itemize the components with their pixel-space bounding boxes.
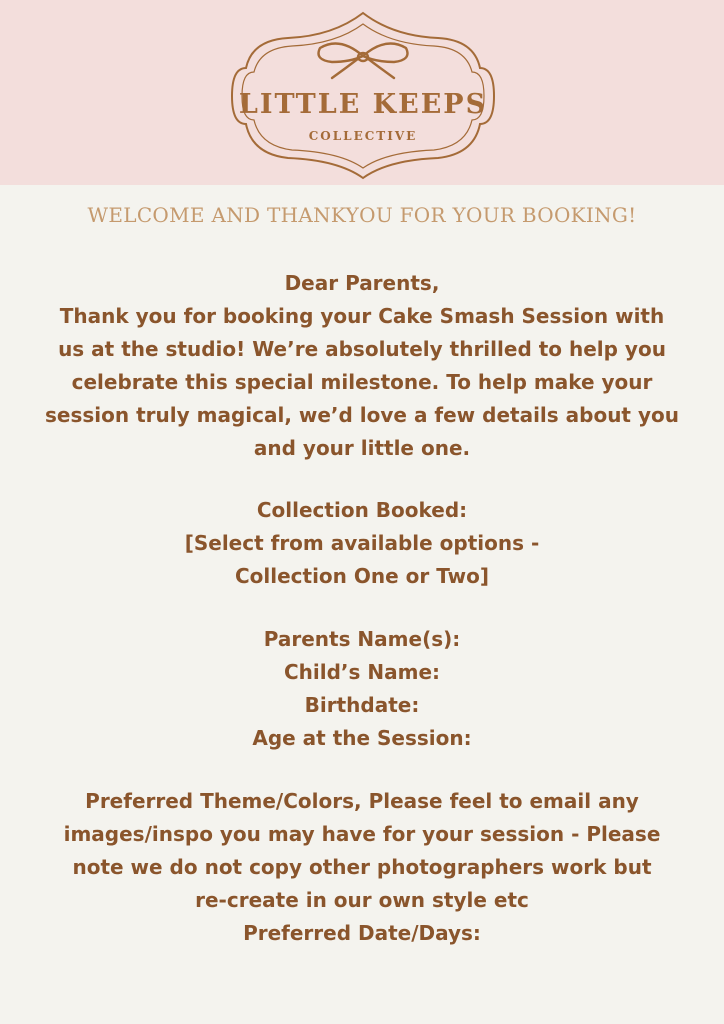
greeting: Dear Parents, bbox=[284, 271, 440, 295]
spacer bbox=[20, 465, 704, 494]
field-age: Age at the Session: bbox=[252, 726, 472, 750]
bow-icon bbox=[319, 44, 408, 79]
intro-line: us at the studio! We’re absolutely thrilled to help you bbox=[58, 337, 666, 361]
logo-subtitle: COLLECTIVE bbox=[308, 129, 418, 143]
intro-line: celebrate this special milestone. To help make your bbox=[71, 370, 653, 394]
collection-label: Collection Booked: bbox=[256, 498, 468, 522]
logo-title: LITTLE KEEPS bbox=[238, 89, 488, 120]
field-preferred-date: Preferred Date/Days: bbox=[243, 921, 481, 945]
header-banner bbox=[0, 0, 724, 185]
theme-line: re-create in our own style etc bbox=[195, 888, 529, 912]
theme-line: note we do not copy other photographers work but bbox=[72, 855, 652, 879]
intro-line: session truly magical, we’d love a few details about you bbox=[45, 403, 679, 427]
letter-body bbox=[20, 267, 704, 950]
collection-options: [Select from available options - bbox=[184, 531, 540, 555]
welcome-heading: WELCOME AND THANKYOU FOR YOUR BOOKING! bbox=[87, 203, 637, 227]
field-child-name: Child’s Name: bbox=[283, 660, 441, 684]
brand-logo bbox=[228, 8, 498, 183]
intro-line: and your little one. bbox=[253, 436, 471, 460]
theme-line: Preferred Theme/Colors, Please feel to email any bbox=[85, 789, 639, 813]
collection-options: Collection One or Two] bbox=[234, 564, 490, 588]
intro-line: Thank you for booking your Cake Smash Session with bbox=[59, 304, 665, 328]
field-parents-name: Parents Name(s): bbox=[263, 627, 461, 651]
spacer bbox=[20, 593, 704, 623]
theme-line: images/inspo you may have for your session - Please bbox=[63, 822, 661, 846]
spacer bbox=[20, 755, 704, 785]
field-birthdate: Birthdate: bbox=[304, 693, 420, 717]
